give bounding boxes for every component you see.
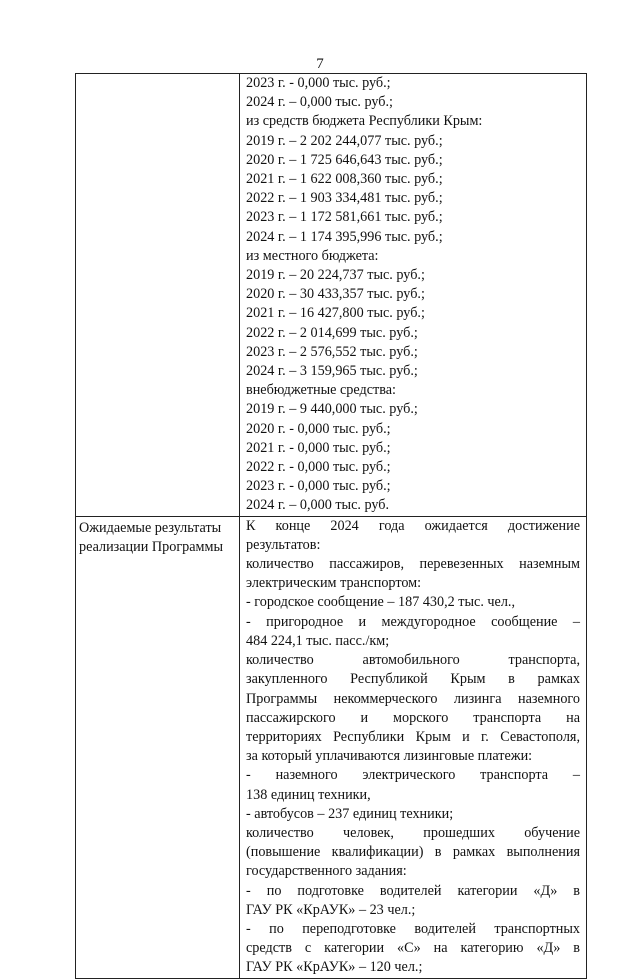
results-label-line: реализации Программы [79, 538, 224, 555]
result-line: - по подготовке водителей категории «Д» в [246, 882, 580, 899]
result-line: (повышение квалификации) в рамках выполнения [246, 844, 580, 861]
funding-line: 2022 г. – 2 014,699 тыс. руб.; [246, 324, 418, 341]
funding-line: 2019 г. – 2 202 244,077 тыс. руб.; [246, 132, 443, 149]
page-number: 7 [316, 56, 324, 72]
funding-line: 2024 г. – 0,000 тыс. руб.; [246, 94, 393, 111]
funding-value-cell [240, 74, 587, 517]
funding-line: 2019 г. – 9 440,000 тыс. руб.; [246, 401, 418, 418]
result-line: - наземного электрического транспорта – [246, 767, 580, 784]
funding-line: из средств бюджета Республики Крым: [246, 113, 483, 130]
funding-line: 2023 г. - 0,000 тыс. руб.; [246, 75, 391, 91]
result-line: количество человек, прошедших обучение [246, 824, 580, 841]
funding-line: 2024 г. – 0,000 тыс. руб. [246, 497, 390, 514]
result-line: Программы некоммерческого лизинга наземного [246, 690, 580, 707]
funding-line: 2023 г. – 2 576,552 тыс. руб.; [246, 343, 418, 360]
results-row [76, 516, 587, 978]
funding-line: 2022 г. – 1 903 334,481 тыс. руб.; [246, 190, 443, 207]
results-lines [246, 517, 580, 978]
funding-line: 2024 г. – 3 159,965 тыс. руб.; [246, 363, 418, 380]
result-line: государственного задания: [246, 863, 407, 880]
result-line: К конце 2024 года ожидается достижение [246, 517, 580, 534]
result-line: - пригородное и междугородное сообщение – [246, 613, 580, 630]
result-line: - по переподготовке водителей транспортных [246, 920, 580, 937]
funding-line: из местного бюджета: [246, 247, 379, 264]
result-line: пассажирского и морского транспорта на [246, 709, 580, 726]
results-label-cell [76, 516, 240, 978]
result-line: средств с категории «С» на категорию «Д» в [246, 940, 580, 957]
results-label-line: Ожидаемые результаты [79, 519, 222, 536]
result-line: ГАУ РК «КрАУК» – 23 чел.; [246, 901, 416, 918]
result-line: 484 224,1 тыс. пасс./км; [246, 632, 390, 649]
result-line: - городское сообщение – 187 430,2 тыс. чел., [246, 594, 516, 611]
funding-line: 2020 г. – 30 433,357 тыс. руб.; [246, 286, 425, 303]
result-line: количество автомобильного транспорта, [246, 652, 580, 669]
result-line: 138 единиц техники, [246, 786, 371, 803]
result-line: ГАУ РК «КрАУК» – 120 чел.; [246, 959, 423, 976]
result-line: электрическим транспортом: [246, 575, 422, 592]
funding-line: 2023 г. – 1 172 581,661 тыс. руб.; [246, 209, 443, 226]
program-passport-table [75, 73, 587, 979]
result-line: территориях Республики Крым и г. Севастополя, [246, 728, 580, 745]
funding-line: 2021 г. - 0,000 тыс. руб.; [246, 439, 391, 456]
funding-lines [246, 74, 580, 516]
result-line: закупленного Республикой Крым в рамках [246, 671, 580, 688]
funding-line: 2020 г. - 0,000 тыс. руб.; [246, 420, 391, 437]
funding-line: 2022 г. - 0,000 тыс. руб.; [246, 459, 391, 476]
funding-line: 2023 г. - 0,000 тыс. руб.; [246, 478, 391, 495]
funding-row [76, 74, 587, 517]
funding-line: 2020 г. – 1 725 646,643 тыс. руб.; [246, 151, 443, 168]
results-value-cell [240, 516, 587, 978]
funding-line: 2019 г. – 20 224,737 тыс. руб.; [246, 267, 425, 284]
result-line: за который уплачиваются лизинговые платежи: [246, 748, 533, 765]
result-line: результатов: [246, 536, 321, 553]
funding-line: 2021 г. – 1 622 008,360 тыс. руб.; [246, 171, 443, 188]
funding-label-cell [76, 74, 240, 517]
funding-line: внебюджетные средства: [246, 382, 396, 399]
funding-line: 2021 г. – 16 427,800 тыс. руб.; [246, 305, 425, 322]
result-line: - автобусов – 237 единиц техники; [246, 805, 454, 822]
result-line: количество пассажиров, перевезенных наземным [246, 556, 580, 573]
funding-line: 2024 г. – 1 174 395,996 тыс. руб.; [246, 228, 443, 245]
